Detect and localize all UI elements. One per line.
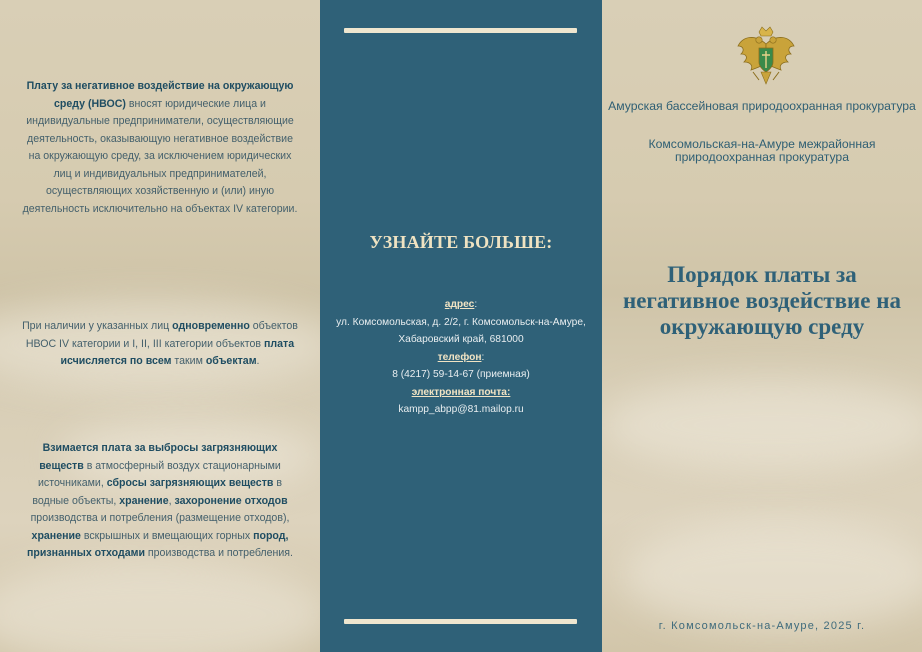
learn-more-heading: УЗНАЙТЕ БОЛЬШЕ: (369, 232, 553, 252)
paragraph-text: производства и потребления (размещение отходов), (30, 512, 290, 524)
org-name-interdistrict: Комсомольская-на-Амуре межрайонная природоохранная прокуратура (648, 137, 876, 164)
paragraph-text: вносят юридические лица и индивидуальные предприниматели, осуществляющие деятельность, оказывающую негативное воздействие на окружающую среду, за исключением юридических лиц и индивидуальных предпринимателей, осуществляющих хозяйственную и (или) иную деятельность исключительно на объектах IV категории. (22, 97, 298, 215)
bold-text: Взимается плата за выбросы загрязняющих веществ (39, 442, 278, 472)
bold-text: хранение (31, 529, 81, 542)
paragraph-text: , (168, 494, 175, 507)
address-value: ул. Комсомольская, д. 2/2, г. Комсомольск-на-Амуре, Хабаровский край, 681000 (336, 316, 586, 345)
top-divider (344, 28, 577, 33)
paragraph-nvos-payers (20, 78, 300, 218)
paragraph-text: При наличии у указанных лиц (22, 320, 173, 332)
address-label-row (320, 296, 602, 314)
contact-info (320, 296, 602, 419)
phone-label-row (320, 349, 602, 367)
bold-text: плата исчисляется по всем (60, 337, 295, 367)
bold-text: Плату за негативное воздействие на окружающую среду (НВОС) (26, 80, 294, 110)
address-label: адрес (444, 299, 475, 310)
bold-text: захоронение отходов (174, 494, 288, 507)
org-name-basin: Амурская бассейновая природоохранная прокуратура (608, 99, 916, 113)
address-colon: : (474, 299, 478, 310)
paragraph-text: объектов НВОС IV категории и I, II, III категории объектов (25, 320, 298, 350)
paragraph-text: производства и потребления. (144, 547, 293, 559)
footer-city-year: г. Комсомольск-на-Амуре, 2025 г. (658, 620, 866, 632)
paragraph-text: в водные объекты, (32, 477, 282, 507)
paragraph-text: вскрышных и вмещающих горных (80, 529, 254, 542)
bold-text: объектам (205, 355, 257, 367)
phone-label: телефон (437, 351, 482, 363)
phone-colon: : (481, 351, 485, 363)
email-link[interactable]: kampp_abpp@81.mailop.ru (398, 404, 524, 415)
paragraph-multiple-objects (20, 318, 300, 371)
prosecutor-emblem-icon (735, 24, 797, 90)
left-panel (0, 0, 320, 652)
paragraph-text: . (256, 355, 260, 367)
cover-panel (602, 0, 922, 652)
bold-text: хранение (119, 494, 169, 507)
contact-panel (320, 0, 602, 652)
bold-text: пород, признанных отходами (27, 529, 289, 559)
paragraph-text: в атмосферный воздух стационарными источниками, (38, 459, 281, 489)
bold-text: сбросы загрязняющих веществ (106, 477, 274, 489)
bold-text: одновременно (172, 320, 250, 332)
paragraph-fee-items (20, 440, 300, 563)
brochure-title: Порядок платы за негативное воздействие на окружающую среду (622, 262, 902, 339)
phone-value: 8 (4217) 59-14-67 (приемная) (392, 369, 530, 380)
bottom-divider (344, 619, 577, 624)
email-label: электронная почта: (411, 386, 511, 398)
paragraph-text: таким (171, 355, 206, 367)
